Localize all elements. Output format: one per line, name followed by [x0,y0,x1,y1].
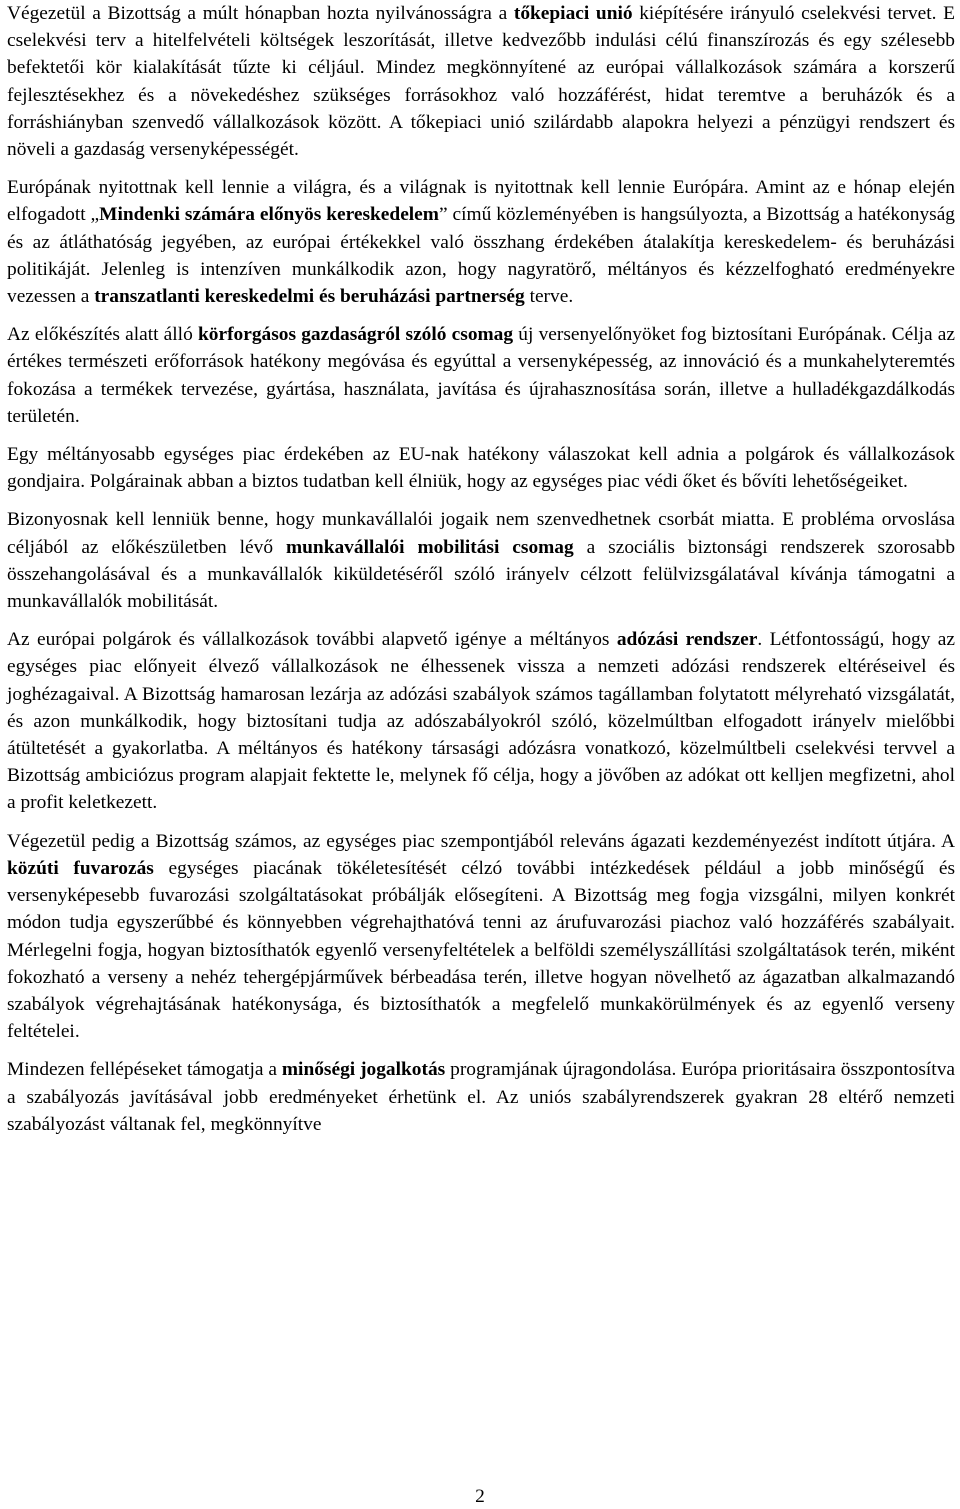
text-run: Bizonyosnak kell lenniük benne, hogy munkavállalói jogaik nem szenvedhetnek csorbát miatta. E probléma orvoslása céljából az előkészületben lévő [7,509,955,558]
text-run: kiépítésére irányuló cselekvési tervet. E cselekvési terv a hitelfelvételi költségek leszorítását, illetve kedvezőbb indulási célú finanszírozás és egy szélesebb befektetői kör kialakítását tűzte ki céljául. Mindez megkönnyítené az európai vállalkozások számára a korszerű fejlesztésekhez és a növekedéshez szükséges forrásokhoz való hozzáférést, hidat teremtve a beruházók és a forráshiányban szenvedő vállalkozások között. A tőkepiaci unió szilárdabb alapokra helyezi a pénzügyi rendszert és növeli a gazdaság versenyképességét. [7,3,955,161]
text-run: Európának nyitottnak kell lennie a világra, és a világnak is nyitottnak kell lennie Európára. Amint az e hónap elején elfogadott „ [7,177,955,226]
page-number: 2 [475,1486,485,1507]
bold-phrase: tőkepiaci unió [513,3,633,24]
text-run: programjának újragondolása. Európa prioritásaira összpontosítva a szabályozás javításával jobb eredményeket érhetünk el. Az uniós szabályrendszerek gyakran 28 eltérő nemzeti szabályozást váltanak fel, megkönnyítve [7,1059,955,1135]
bold-phrase: közúti fuvarozás [7,857,154,879]
paragraph [7,321,955,430]
bold-phrase: minőségi jogalkotás [281,1059,446,1081]
bold-phrase: munkavállalói mobilitási csomag [285,536,574,558]
bold-phrase: körforgásos gazdaságról szóló csomag [197,324,514,346]
paragraph [7,1056,955,1138]
paragraph [7,0,955,163]
text-run: Végezetül pedig a Bizottság számos, az egységes piac szempontjából releváns ágazati kezdeményezést indított útjára. A [7,830,955,852]
text-run: . Létfontosságú, hogy az egységes piac előnyeit élvező vállalkozások ne élhessenek vissza a nemzeti adózási rendszerek eltéréseivel és joghézagaival. A Bizottság hamarosan lezárja az adózási szabályok számos tagállamban folytatott mélyreható vizsgálatát, és azon munkálkodik, hogy biztosítani tudja az adószabályokról szóló, közelmúltban elfogadott irányelv mielőbbi átültetését a gyakorlatba. A méltányos és hatékony társasági adózásra vonatkozó, közelmúltbeli cselekvési tervvel a Bizottság ambiciózus program alapjait fektette le, melynek fő célja, hogy a jövőben az adókat ott kelljen megfizetni, ahol a profit keletkezett. [7,629,955,814]
document-body [7,0,955,1138]
paragraph [7,441,955,495]
bold-phrase: transzatlanti kereskedelmi és beruházási partnerség [94,286,525,308]
paragraph [7,828,955,1046]
paragraph [7,626,955,816]
bold-phrase: Mindenki számára előnyös kereskedelem [99,204,439,226]
text-run: Mindezen fellépéseket támogatja a [7,1059,282,1081]
text-run: a szociális biztonsági rendszerek szorosabb összehangolásával és a munkavállalók kiküldetéséről szóló irányelv célzott felülvizsgálatával kívánja támogatni a munkavállalók mobilitását. [7,536,956,613]
text-run: Az előkészítés alatt álló [7,324,198,346]
paragraph [7,506,955,615]
bold-phrase: adózási rendszer [616,629,758,651]
paragraph [7,174,955,310]
text-run: Végezetül a Bizottság a múlt hónapban hozta nyilvánosságra a [7,3,514,24]
document-page [7,0,955,1149]
text-run: egységes piacának tökéletesítését célzó további intézkedések például a jobb minőségű és versenyképesebb fuvarozási szolgáltatásokat próbálják elősegíteni. A Bizottság meg fogja vizsgálni, milyen konkrét módon tudja egyszerűbbé és könnyebben végrehajthatóvá tenni az árufuvarozási piachoz való hozzáférés szabályait. Mérlegelni fogja, hogyan biztosíthatók egyenlő versenyfeltételek a belföldi személyszállítási szolgáltatások terén, miként fokozható a verseny a nehéz tehergépjárművek bérbeadása terén, illetve hogyan növelhető az ágazatban alkalmazandó szabályok végrehajtásának hatékonysága, és biztosíthatók a megfelelő munkakörülmények és az egyenlő verseny feltételei. [7,857,955,1043]
text-run: új versenyelőnyöket fog biztosítani Európának. Célja az értékes természeti erőforrások hatékony megóvása és egyúttal a versenyképesség, az innováció és a munkahelyteremtés fokozása a termékek tervezése, gyártása, használata, javítása és újrahasznosítása során, illetve a hulladékgazdálkodás területén. [7,324,956,427]
text-run: Az európai polgárok és vállalkozások további alapvető igénye a méltányos [7,629,617,651]
text-run: terve. [524,286,574,308]
text-run: ” című közleményében is hangsúlyozta, a Bizottság a hatékonyság és az átláthatóság jegyében, az európai értékekkel való összhang érdekében átalakítja kereskedelem- és beruházási politikáját. Jelenleg is intenzíven munkálkodik azon, hogy nagyratörő, méltányos és kézzelfogható eredményekre vezessen a [7,204,956,308]
text-run: Egy méltányosabb egységes piac érdekében az EU-nak hatékony válaszokat kell adnia a polgárok és vállalkozások gondjaira. Polgárainak abban a biztos tudatban kell élniük, hogy az egységes piac védi őket és bővíti lehetőségeiket. [7,444,955,493]
